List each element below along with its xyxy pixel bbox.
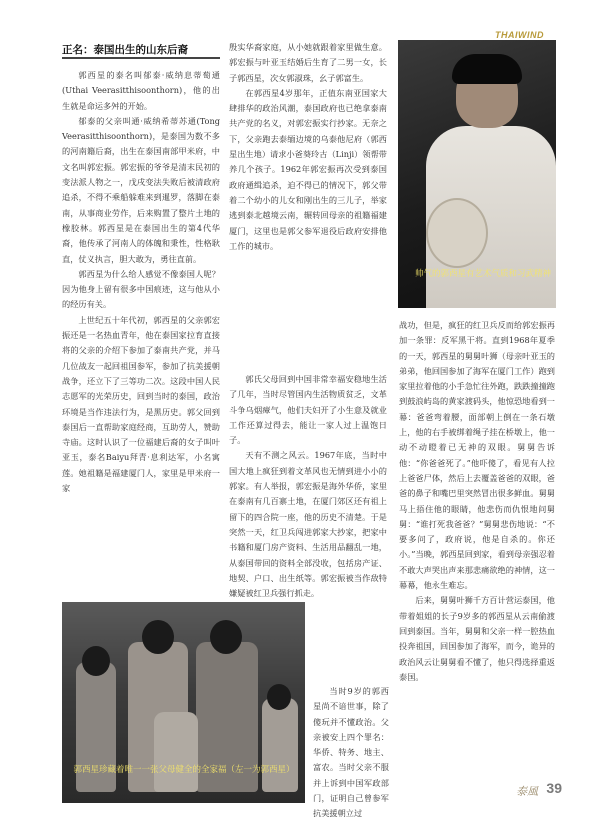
family-member-head [142,620,174,654]
paragraph: 郭西星的泰名叫郁泰·威纳息蒂萄通(Uthai Veerasitthisoonthorn)，他的出生就是命运多舛的开始。 [62,70,220,111]
family-member-head [210,620,242,654]
magazine-brand: THAIWIND [495,30,544,40]
family-member-daughter [262,698,298,792]
paragraph: 郁泰的父亲叫通·威纳希蒂苏通(Tong Veerasitthisoonthorn)，是泰国为数不多的河南籍后裔，出生在泰国南部甲米府，中文名叫郭宏振。郭宏振的爷爷是清末民初的变法派人物之一，戊戌变法失败后被清政府追杀，不得不乘船躲难来到暹罗，落脚在泰南，从事商业劳作，后来购置了整片土地的橡胶林。郭西星是在泰国出生的第4代华裔，他传承了河南人的体魄和秉性，性格耿直，仗义执言，胆大敢为，勇往直前。 [62,115,220,264]
paragraph: 战功，但是，疯狂的红卫兵反而给郭宏振再加一条罪：反军黑干将。直到1968年夏季的一天，郭西星的舅舅叶狮（母亲叶亚玉的弟弟，他回国参加了海军在厦门工作）跑到家里拉着他的小手急忙往外跑，跌跌撞撞跑到鼓浪屿岛的黄家渡码头，他惊恐地看到一幕：爸爸弯着腰，面部朝上倒在一条石墩上，他的右手被绑着绳子挂在桥墩上，他一动不动瞪着已无神的双眼。舅舅告诉他：“你爸爸死了。”他吓傻了，看见有人拉上爸爸尸体，然后上去覆盖爸爸的双眼，爸爸的鼻子和嘴巴里突然冒出很多鲜血。舅舅马上捂住他的眼睛，他悲伤而仇恨地问舅舅：“谁打死我爸爸？”舅舅悲伤地说：“不要多问了，政府说，他是自杀的。你还小。”当晚，郭西星回到家，看到母亲强忍着不敢大声哭出声来那悲痛欲绝的神情，这一幕幕，他永生难忘。 [399,320,555,591]
paragraph: 上世纪五十年代初，郭西星的父亲郭宏振还是一名热血青年，他在泰国家拉育直接将的父亲的介绍下参加了泰南共产党，并马几位战友一起回祖国参军，参加了抗美援朝战争，还立下了三等功二次。这段中国人民志愿军的光荣历史，回到当时的泰国，政治环境是当作违法行为，是黑历史。郭父回到泰国后一直帮助家庭经商，互助劳人，赞助寺庙。这时认识了一位福建后裔的女子叫叶亚玉，泰名Baiyu拜青·息利达军，小名寓莲。她祖籍是福建厦门人，家里是甲米府一家 [62,314,220,494]
paragraph: 殷实华裔家庭，从小她就跟着家里做生意。郭宏振与叶亚玉结婚后生育了二男一女，长子郭西星，次女郭淑珠，幺子郭富生。 [229,42,387,83]
paragraph: 后来，舅舅叶狮千方百计营运泰国，他带着姐姐的长子9岁多的郭西星从云南偷渡回到泰国。当年，舅舅和父亲一样一腔热血投奔祖国，回国参加了海军，而今，诡异的政治风云让舅舅看不懂了，他只得选择重返泰国。 [399,595,555,682]
article-column-1 [62,68,220,596]
paragraph: 在郭西星4岁那年，正值东南亚国家大肆排华的政治风潮，泰国政府也已绝拿泰南共产党的名义，对郭宏振实行抄家。无奈之下，父亲跑去泰缅边境的乌泰他尼府（郭西星出生地）请求小爸葵玲古（Linji）领帮带养几个孩子。1962年郭宏振再次受到泰国政府通缉追杀，迫不得已的情况下，郭父带着二个幼小的儿女和刚出生的三儿子，举家逃到泰北越境云南，辗转回母亲的祖籍福建厦门，这里也是郭父参军退役后政府安排他工作的城市。 [229,87,387,251]
portrait-caption: 帅气的郭西星有艺术气质和习武精神 [414,269,551,279]
article-column-3 [399,318,555,788]
family-member-baby [154,712,198,792]
paragraph: 郭氏父母回到中国非常幸福安稳地生活了几年，当时尽管国内生活物质贫乏，文革斗争乌烟瘴气，他们夫妇开了小生意及就业工作还算过得去，能让一家人过上温饱日子。 [229,374,387,446]
article-column-2 [229,40,387,368]
paragraph: 郭西星为什么给人感觉不像泰国人呢？因为他身上留有很多中国痕迹，这与他从小的经历有关。 [62,268,220,310]
section-title: 正名：泰国出生的山东后裔 [62,44,188,56]
paragraph: 当时9岁的郭西星尚不谙世事，除了傻玩并不懂政治。父亲被安上四个罪名：华侨、特务、地主、富农。当时父亲不服并上诉到中国军政部门，证明自己曾参军抗美援朝立过 [313,686,389,819]
family-photo-caption: 郭西星珍藏着唯一一张父母健全的全家福（左一为郭西星） [73,765,295,775]
paragraph: 天有不测之风云。1967年底，当时中国大地上疯狂到着文革风也无情到进小小的郭家。有人举报，郭宏振是海外华侨，家里在泰南有几百寨土地，在厦门郊区还有祖上留下的四合院一座，他的历史不清楚。于是突然一天，红卫兵闯进郭家大抄家，把家中书籍和厦门房产资料、生活用品翻乱一地，从泰国带回的资料全部没收，包括房产证、地契、户口、出生纸等。郭宏振被当作敌特嫌疑被红卫兵强行抓走。 [229,450,387,599]
family-member-head [82,646,110,676]
page-number: 39 [546,780,562,796]
footer-logo: 泰風 [516,785,538,798]
family-member-head [267,684,291,710]
portrait-hat [426,198,488,268]
article-column-2-bottom [313,684,389,819]
portrait-hair [452,54,522,84]
